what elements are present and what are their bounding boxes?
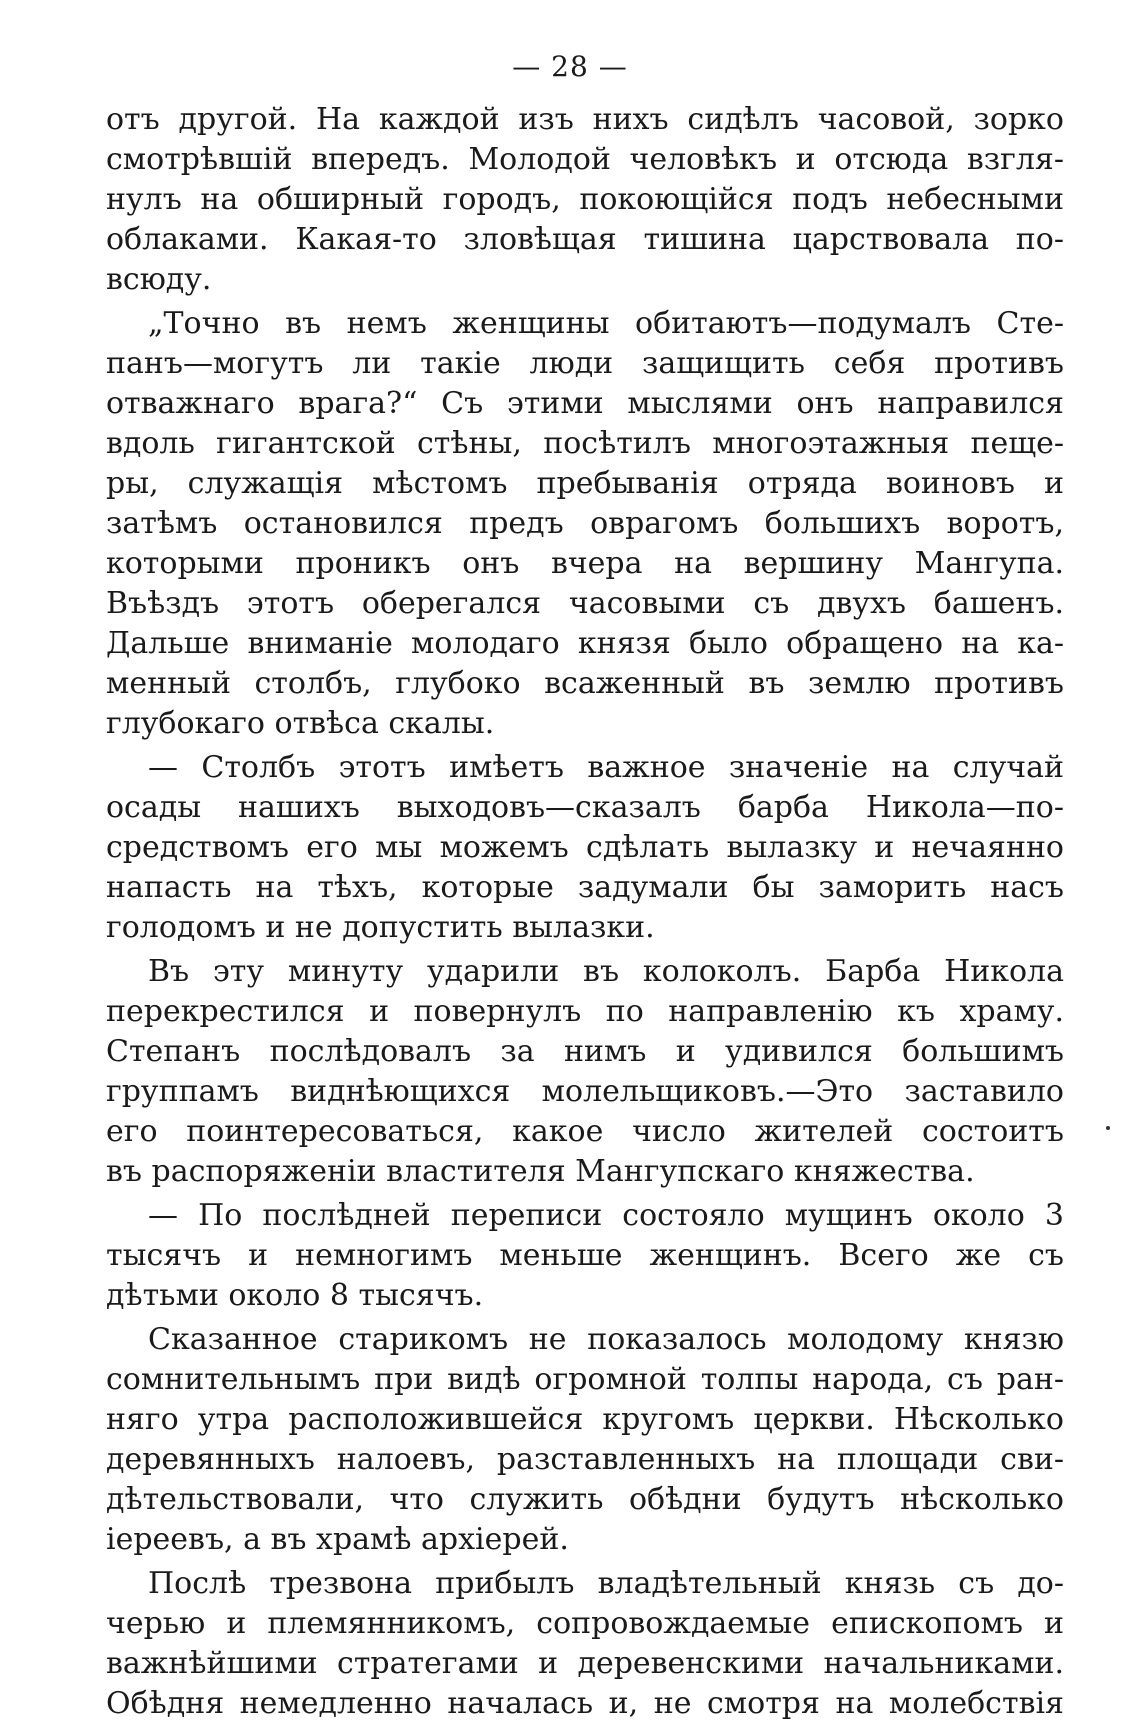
text-line: Послѣ трезвона прибылъ владѣтельный князь съ до- [148,1566,1064,1601]
text-line: іереевъ, а въ храмѣ архіерей. [106,1522,569,1557]
text-line: напасть на тѣхъ, которые задумали бы заморить насъ [106,870,1064,905]
text-line: осады нашихъ выходовъ—сказалъ барба Никола—по- [106,790,1064,825]
page-number: — 28 — [512,50,628,83]
text-line: Обѣдня немедленно началась и, не смотря на молебствія [106,1686,1064,1721]
text-line: — Столбъ этотъ имѣетъ важное значеніе на случай [148,750,1064,785]
text-line: „Точно въ немъ женщины обитаютъ—подумалъ Сте- [148,306,1064,341]
text-line: Въ эту минуту ударили въ колоколъ. Барба Никола [148,954,1064,989]
text-line: панъ—могутъ ли такіе люди защищить себя противъ [106,346,1064,381]
text-line: деревянныхъ налоевъ, разставленныхъ на площади сви- [106,1442,1064,1477]
text-line: Степанъ послѣдовалъ за нимъ и удивился большимъ [106,1034,1064,1069]
body-text [106,100,1064,1724]
text-line: смотрѣвшій впередъ. Молодой человѣкъ и отсюда взгля- [106,142,1064,177]
text-line: всюду. [106,262,212,297]
text-line: — По послѣдней переписи состояло мущинъ около 3 [148,1198,1064,1233]
text-line: голодомъ и не допустить вылазки. [106,910,655,945]
text-line: няго утра расположившейся кругомъ церкви. Нѣсколько [106,1402,1064,1437]
text-line: нулъ на обширный городъ, покоющійся подъ небесными [106,182,1064,217]
text-line: группамъ виднѣющихся молельщиковъ.—Это заставило [106,1074,1064,1109]
text-line: сомнительнымъ при видѣ огромной толпы народа, съ ран- [106,1362,1064,1397]
text-line: отъ другой. На каждой изъ нихъ сидѣлъ часовой, зорко [106,102,1064,137]
text-line: которыми проникъ онъ вчера на вершину Мангупа. [106,546,1064,581]
text-line: глубокаго отвѣса скалы. [106,706,495,741]
text-line: перекрестился и повернулъ по направленію къ храму. [106,994,1064,1029]
text-line: дѣтьми около 8 тысячъ. [106,1278,484,1313]
text-line: черью и племянникомъ, сопровождаемые епископомъ и [106,1606,1064,1641]
text-line: важнѣйшими стратегами и деревенскими начальниками. [106,1646,1064,1681]
scan-speck [1106,1126,1110,1130]
text-line: вдоль гигантской стѣны, посѣтилъ многоэтажныя пеще- [106,426,1064,461]
text-line: тысячъ и немногимъ меньше женщинъ. Всего же съ [106,1238,1064,1273]
text-line: Въѣздъ этотъ оберегался часовыми съ двухъ башенъ. [106,586,1064,621]
text-line: затѣмъ остановился предъ оврагомъ большихъ воротъ, [106,506,1064,541]
text-line: его поинтересоваться, какое число жителей состоитъ [106,1114,1064,1149]
text-line: Сказанное старикомъ не показалось молодому князю [148,1322,1064,1357]
text-line: ры, служащія мѣстомъ пребыванія отряда воиновъ и [106,466,1064,501]
text-line: облаками. Какая-то зловѣщая тишина царствовала по- [106,222,1064,257]
text-line: Дальше вниманіе молодаго князя было обращено на ка- [106,626,1064,661]
text-line: въ распоряженіи властителя Мангупскаго княжества. [106,1154,975,1189]
text-line: отважнаго врага?“ Съ этими мыслями онъ направился [106,386,1064,421]
text-line: менный столбъ, глубоко всаженный въ землю противъ [106,666,1064,701]
text-line: дѣтельствовали, что служить обѣдни будутъ нѣсколько [106,1482,1064,1517]
text-line: средствомъ его мы можемъ сдѣлать вылазку и нечаянно [106,830,1064,865]
